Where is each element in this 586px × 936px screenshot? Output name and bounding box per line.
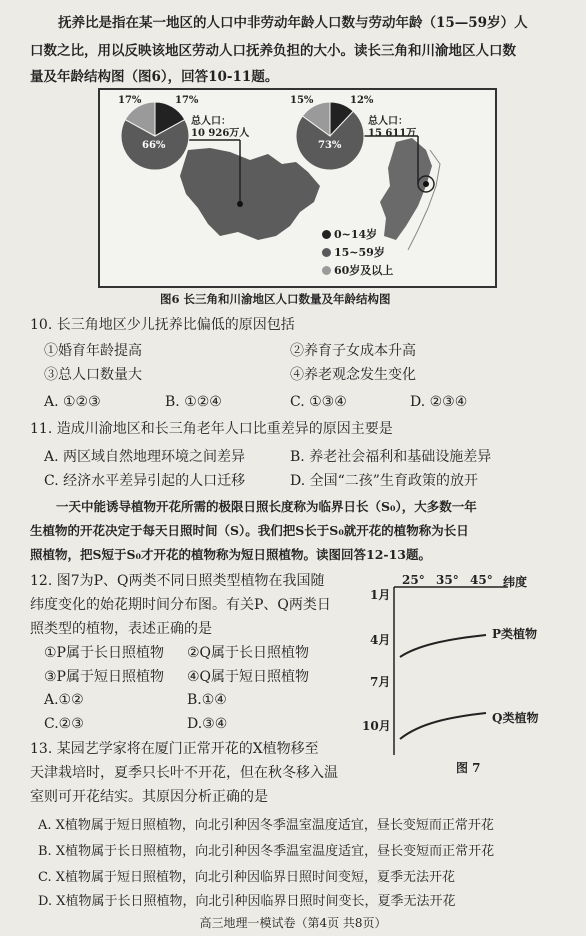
intro-line: 量及年龄结构图（图6），回答10-11题。: [30, 69, 279, 85]
q10-option-a[interactable]: A. ①②③: [44, 394, 101, 410]
right-pie-label-0-14: 12%: [350, 95, 374, 106]
month-tick: 7月: [370, 675, 391, 689]
month-tick: 10月: [362, 719, 391, 733]
intro2-line: 一天中能诱导植物开花所需的极限日照长度称为临界日长（S₀），大多数一年: [56, 499, 477, 514]
left-pop-label: 总人口：: [191, 116, 231, 127]
q11-option-b[interactable]: B. 养老社会福利和基础设施差异: [290, 449, 492, 465]
q10-option-c[interactable]: C. ①③④: [290, 394, 347, 410]
q-label: Q类植物: [492, 711, 539, 725]
intro-line: 口数之比，用以反映该地区劳动人口抚养负担的大小。读长三角和川渝地区人口数: [30, 43, 516, 59]
q11-option-c[interactable]: C. 经济水平差异引起的人口迁移: [44, 473, 246, 489]
legend-item-15-59: 15~59岁: [322, 244, 385, 260]
q13-stem: 天津栽培时，夏季只长叶不开花，但在秋冬移入温: [30, 765, 338, 781]
pie-chuanyu: [121, 102, 189, 170]
chuanyu-region: [180, 148, 320, 240]
q13-option-d[interactable]: D. X植物属于长日照植物，向北引种因临界日照时间变长，夏季无法开花: [38, 894, 456, 909]
q11-option-d[interactable]: D. 全国“二孩”生育政策的放开: [290, 473, 478, 489]
figure6-map: [98, 88, 497, 288]
q13-option-c[interactable]: C. X植物属于短日照植物，向北引种因临界日照时间变短，夏季无法开花: [38, 870, 456, 885]
legend-swatch: [322, 266, 331, 275]
intro2-line: 照植物，把S短于S₀才开花的植物称为短日照植物。读图回答12-13题。: [30, 547, 432, 562]
right-pop-label: 总人口：: [368, 116, 408, 127]
lat-tick: 35°: [436, 573, 459, 587]
q12-stem: 纬度变化的始花期时间分布图。有关P、Q两类日: [30, 597, 331, 613]
lat-tick: 25°: [402, 573, 425, 587]
p-curve: [400, 635, 486, 657]
intro2-line: 生植物的开花决定于每天日照时间（S）。我们把S长于S₀就开花的植物称为长日: [30, 523, 469, 538]
right-pie-label-15-59: 73%: [318, 140, 342, 151]
intro-line: 抚养比是指在某一地区的人口中非劳动年龄人口数与劳动年龄（15—59岁）人: [58, 15, 528, 31]
q13-stem: 13. 某园艺学家将在厦门正常开花的X植物移至: [30, 741, 319, 757]
q12-stem: 12. 图7为P、Q两类不同日照类型植物在我国随: [30, 573, 325, 589]
changsanjiao-point: [423, 181, 429, 187]
q12-item: ②Q属于长日照植物: [187, 645, 310, 661]
right-pop-value: 15 611万: [368, 128, 417, 139]
q10-stem: 10. 长三角地区少儿抚养比偏低的原因包括: [30, 317, 295, 333]
legend-swatch: [322, 248, 331, 257]
left-pie-label-60: 17%: [175, 95, 199, 106]
figure6-map-graphic: [100, 90, 495, 286]
pie-changsanjiao: [296, 102, 364, 170]
q10-option-d[interactable]: D. ②③④: [410, 394, 468, 410]
q10-item: ③总人口数量大: [44, 367, 142, 383]
lat-axis-label: 纬度: [503, 575, 528, 589]
q12-item: ①P属于长日照植物: [44, 645, 164, 661]
changsanjiao-region: [380, 138, 432, 240]
q10-item: ①婚育年龄提高: [44, 343, 142, 359]
q12-option-a[interactable]: A.①②: [44, 692, 84, 708]
q12-stem: 照类型的植物，表述正确的是: [30, 621, 212, 637]
p-label: P类植物: [492, 627, 538, 641]
q13-option-a[interactable]: A. X植物属于短日照植物，向北引种因冬季温室温度适宜，昼长变短而正常开花: [38, 818, 494, 833]
q12-option-d[interactable]: D.③④: [187, 716, 228, 732]
q13-option-b[interactable]: B. X植物属于长日照植物，向北引种因冬季温室温度适宜，昼长变短而正常开花: [38, 844, 495, 859]
month-tick: 1月: [370, 588, 391, 602]
left-pie-label-0-14: 17%: [118, 95, 142, 106]
left-pop-value: 10 926万人: [191, 128, 250, 139]
figure6-caption: 图6 长三角和川渝地区人口数量及年龄结构图: [160, 292, 391, 306]
legend-item-60: 60岁及以上: [322, 262, 393, 278]
figure7: [358, 573, 573, 773]
q10-item: ④养老观念发生变化: [290, 367, 416, 383]
lat-tick: 45°: [470, 573, 493, 587]
q10-option-b[interactable]: B. ①②④: [165, 394, 222, 410]
q11-option-a[interactable]: A. 两区域自然地理环境之间差异: [44, 449, 246, 465]
q12-option-b[interactable]: B.①④: [187, 692, 227, 708]
q-curve: [400, 713, 486, 739]
legend-swatch: [322, 230, 331, 239]
q11-stem: 11. 造成川渝地区和长三角老年人口比重差异的原因主要是: [30, 421, 393, 437]
figure7-caption: 图 7: [456, 761, 481, 775]
q12-option-c[interactable]: C.②③: [44, 716, 84, 732]
q10-item: ②养育子女成本升高: [290, 343, 416, 359]
left-pie-label-15-59: 66%: [142, 140, 166, 151]
month-tick: 4月: [370, 633, 391, 647]
q12-item: ③P属于短日照植物: [44, 669, 164, 685]
q13-stem: 室则可开花结实。其原因分析正确的是: [30, 789, 268, 805]
right-pie-label-60: 15%: [290, 95, 314, 106]
page-footer: 高三地理一模试卷（第4页 共8页）: [199, 916, 387, 930]
legend-item-0-14: 0~14岁: [322, 226, 377, 242]
chuanyu-point: [237, 201, 243, 207]
q12-item: ④Q属于短日照植物: [187, 669, 310, 685]
